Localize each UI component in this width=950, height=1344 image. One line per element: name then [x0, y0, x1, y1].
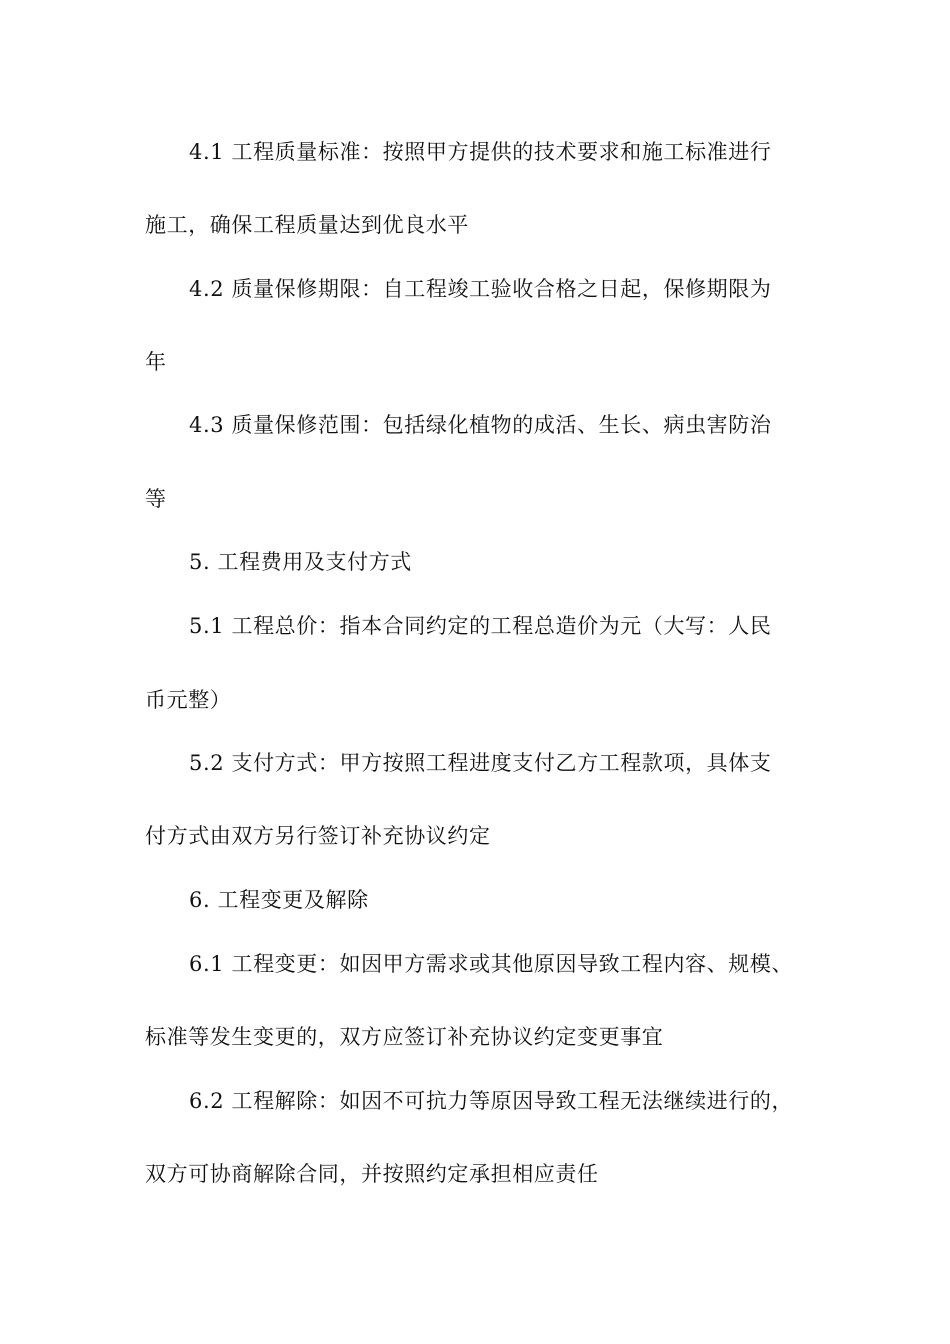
clause-5-1-line-1: 5.1 工程总价：指本合同约定的工程总造价为元（大写：人民: [189, 614, 772, 638]
clause-5-2-line-2: 付方式由双方另行签订补充协议约定: [145, 824, 491, 848]
clause-6-1-line-2: 标准等发生变更的，双方应签订补充协议约定变更事宜: [145, 1025, 664, 1049]
clause-4-3-line-2: 等: [145, 487, 167, 511]
clause-4-1-line-1: 4.1 工程质量标准：按照甲方提供的技术要求和施工标准进行: [189, 140, 772, 164]
clause-6-2-line-1: 6.2 工程解除：如因不可抗力等原因导致工程无法继续进行的，: [189, 1089, 794, 1113]
clause-5-2-line-1: 5.2 支付方式：甲方按照工程进度支付乙方工程款项，具体支: [189, 751, 772, 775]
clause-4-2-line-1: 4.2 质量保修期限：自工程竣工验收合格之日起，保修期限为: [189, 277, 772, 301]
clause-6-2-line-2: 双方可协商解除合同，并按照约定承担相应责任: [145, 1162, 599, 1186]
clause-6-1-line-1: 6.1 工程变更：如因甲方需求或其他原因导致工程内容、规模、: [189, 952, 794, 976]
section-5-heading: 5. 工程费用及支付方式: [189, 550, 412, 574]
section-6-heading: 6. 工程变更及解除: [189, 888, 369, 912]
clause-4-2-line-2: 年: [145, 350, 167, 374]
clause-4-3-line-1: 4.3 质量保修范围：包括绿化植物的成活、生长、病虫害防治: [189, 413, 772, 437]
clause-5-1-line-2: 币元整）: [145, 688, 232, 712]
clause-4-1-line-2: 施工，确保工程质量达到优良水平: [145, 213, 469, 237]
